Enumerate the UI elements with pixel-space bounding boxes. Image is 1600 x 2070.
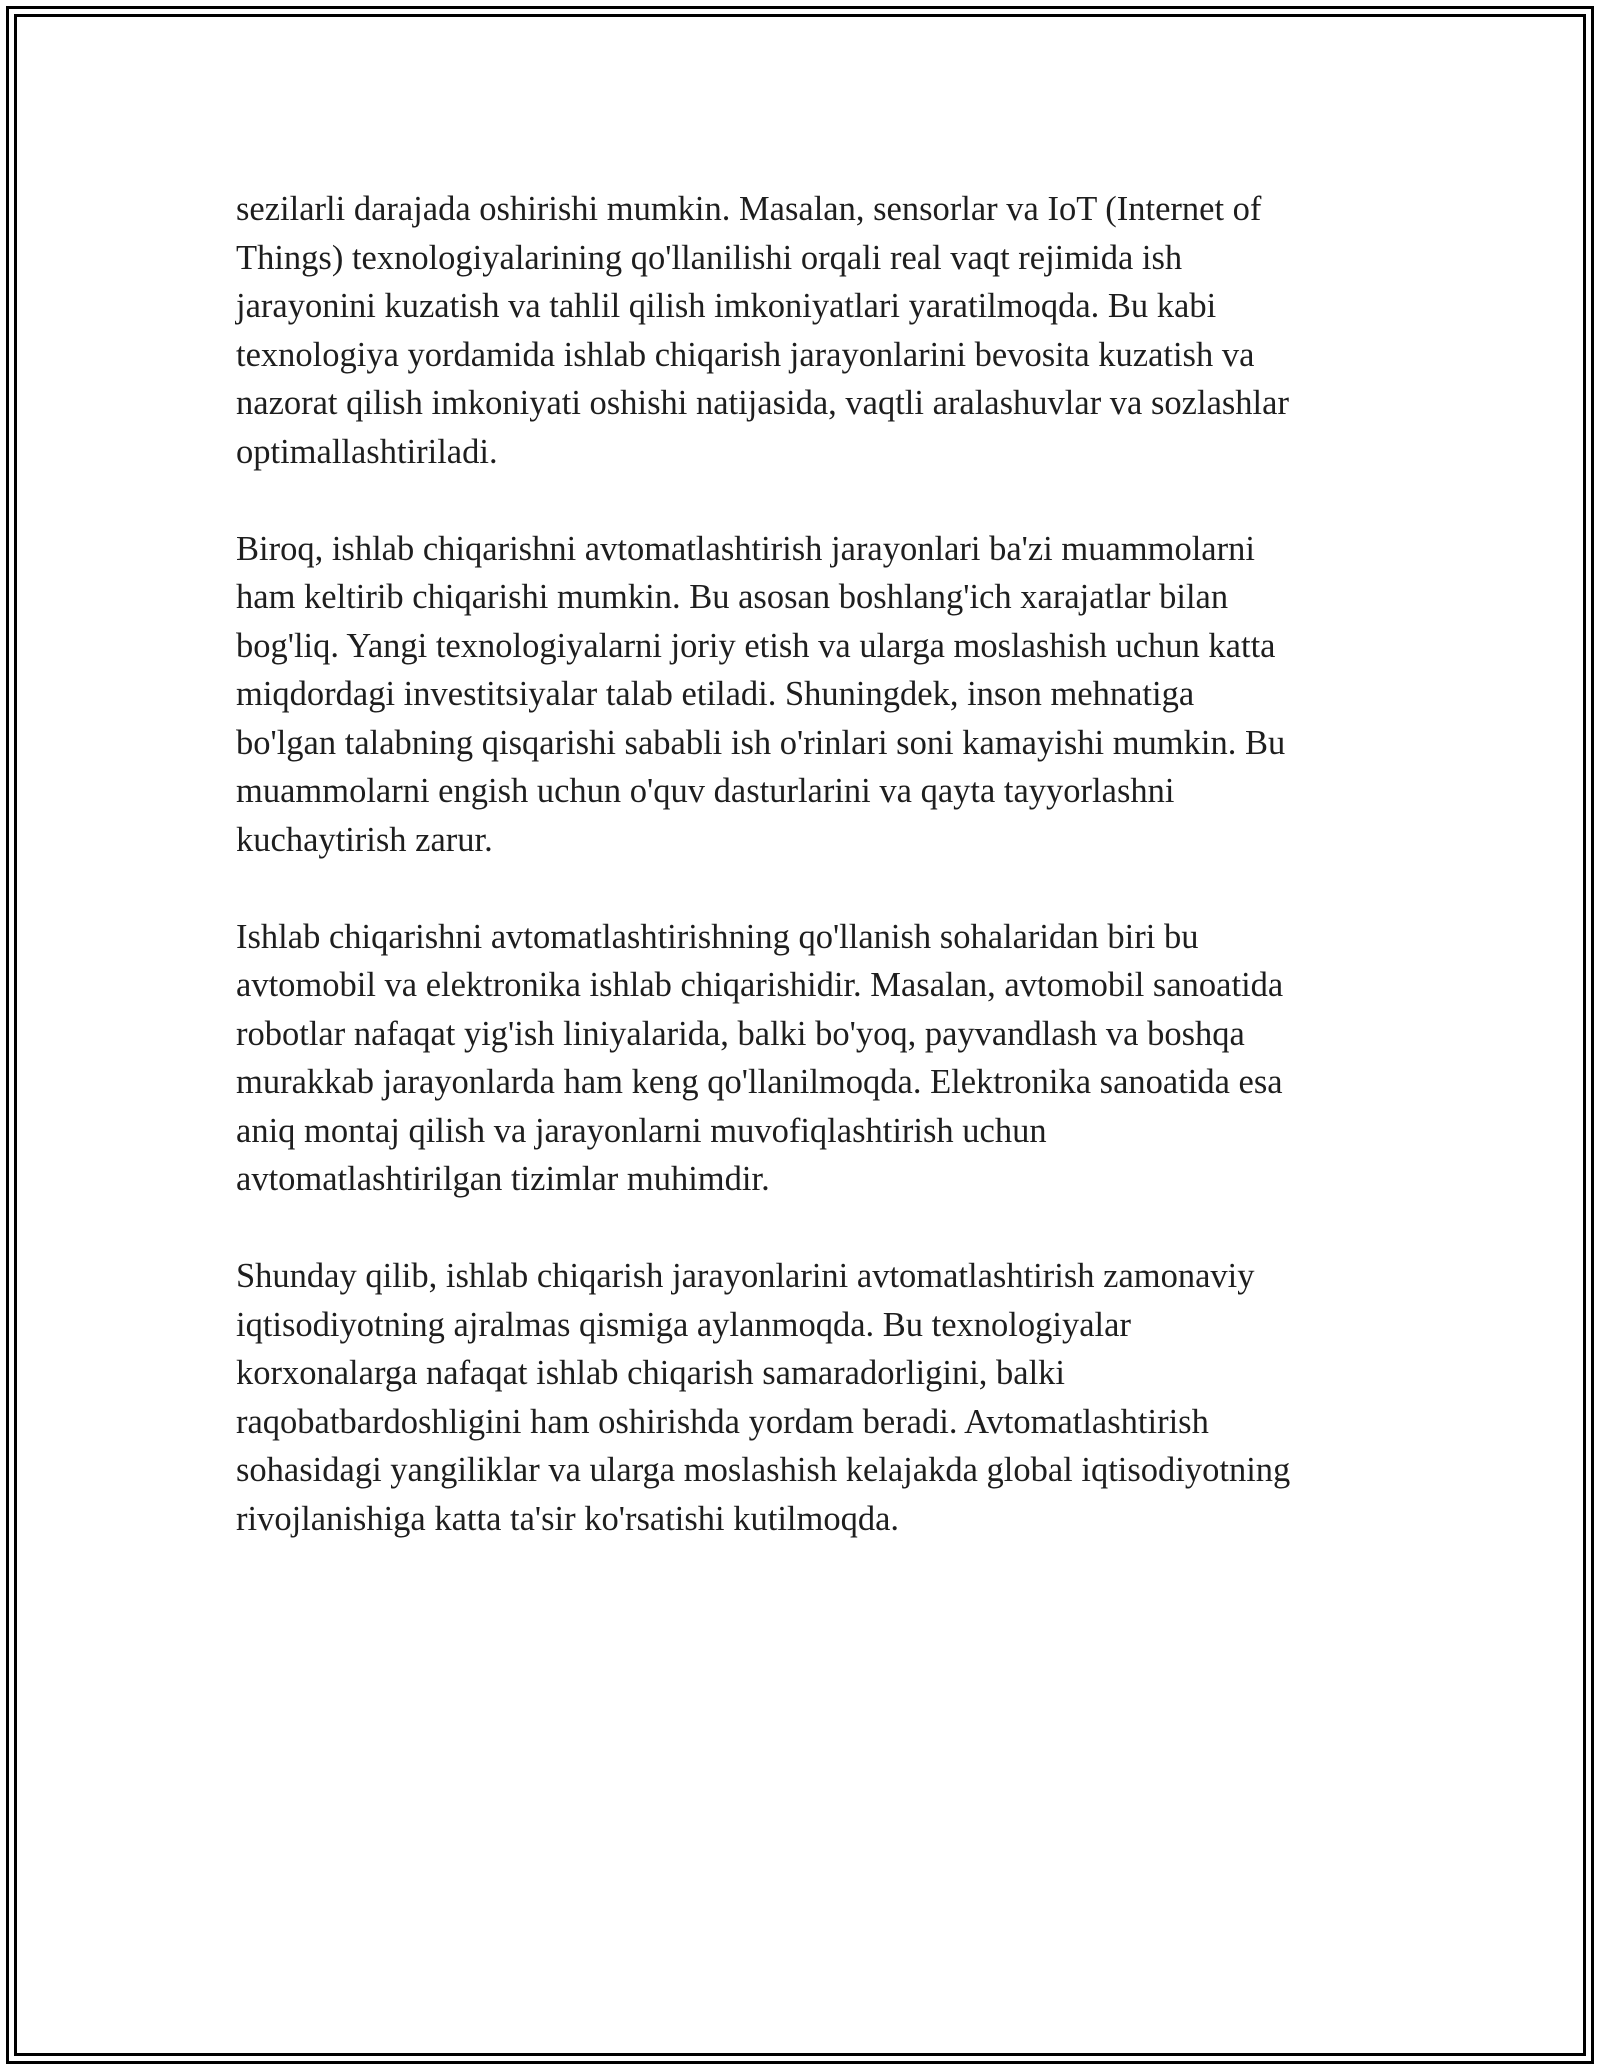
text-line: sezilarli darajada oshirishi mumkin. Masalan, sensorlar va IoT (Internet of — [236, 190, 1262, 228]
text-line: raqobatbardoshligini ham oshirishda yordam beradi. Avtomatlashtirish — [236, 1402, 1209, 1441]
text-line: miqdordagi investitsiyalar talab etiladi. Shuningdek, inson mehnatiga — [236, 675, 1195, 713]
text-line: jarayonini kuzatish va tahlil qilish imkoniyatlari yaratilmoqda. Bu kabi — [236, 287, 1217, 325]
text-line: nazorat qilish imkoniyati oshishi natijasida, vaqtli aralashuvlar va sozlashlar — [236, 384, 1289, 422]
text-line: bo'lgan talabning qisqarishi sababli ish o'rinlari soni kamayishi mumkin. Bu — [236, 723, 1286, 762]
text-line: kuchaytirish zarur. — [236, 820, 493, 859]
text-line: rivojlanishiga katta ta'sir ko'rsatishi kutilmoqda. — [236, 1499, 900, 1538]
text-line: Things) texnologiyalarining qo'llanilishi orqali real vaqt rejimida ish — [236, 238, 1183, 277]
text-line: avtomatlashtirilgan tizimlar muhimdir. — [236, 1160, 770, 1198]
paragraph-1 — [236, 185, 1364, 476]
text-line: Ishlab chiqarishni avtomatlashtirishning qo'llanish sohalaridan biri bu — [236, 917, 1199, 956]
text-line: aniq montaj qilish va jarayonlarni muvofiqlashtirish uchun — [236, 1111, 1047, 1150]
text-line: korxonalarga nafaqat ishlab chiqarish samaradorligini, balki — [236, 1354, 1066, 1392]
paragraph-2 — [236, 525, 1364, 865]
text-line: optimallashtiriladi. — [236, 432, 498, 471]
text-line: sohasidagi yangiliklar va ularga moslashish kelajakda global iqtisodiyotning — [236, 1451, 1291, 1489]
text-line: bog'liq. Yangi texnologiyalarni joriy etish va ularga moslashish uchun katta — [236, 626, 1276, 665]
text-line: avtomobil va elektronika ishlab chiqarishidir. Masalan, avtomobil sanoatida — [236, 966, 1284, 1004]
text-line: texnologiya yordamida ishlab chiqarish jarayonlarini bevosita kuzatish va — [236, 335, 1255, 374]
text-line: ham keltirib chiqarishi mumkin. Bu asosan boshlang'ich xarajatlar bilan — [236, 578, 1229, 616]
text-line: Biroq, ishlab chiqarishni avtomatlashtirish jarayonlari ba'zi muammolarni — [236, 529, 1255, 568]
text-line: Shunday qilib, ishlab chiqarish jarayonlarini avtomatlashtirish zamonaviy — [236, 1257, 1255, 1295]
text-line: muammolarni engish uchun o'quv dasturlarini va qayta tayyorlashni — [236, 772, 1175, 810]
document-body — [236, 185, 1364, 1592]
text-line: iqtisodiyotning ajralmas qismiga aylanmoqda. Bu texnologiyalar — [236, 1305, 1131, 1344]
text-line: murakkab jarayonlarda ham keng qo'llanilmoqda. Elektronika sanoatida esa — [236, 1063, 1283, 1101]
paragraph-3 — [236, 913, 1364, 1204]
paragraph-4 — [236, 1252, 1364, 1543]
text-line: robotlar nafaqat yig'ish liniyalarida, balki bo'yoq, payvandlash va boshqa — [236, 1014, 1245, 1053]
